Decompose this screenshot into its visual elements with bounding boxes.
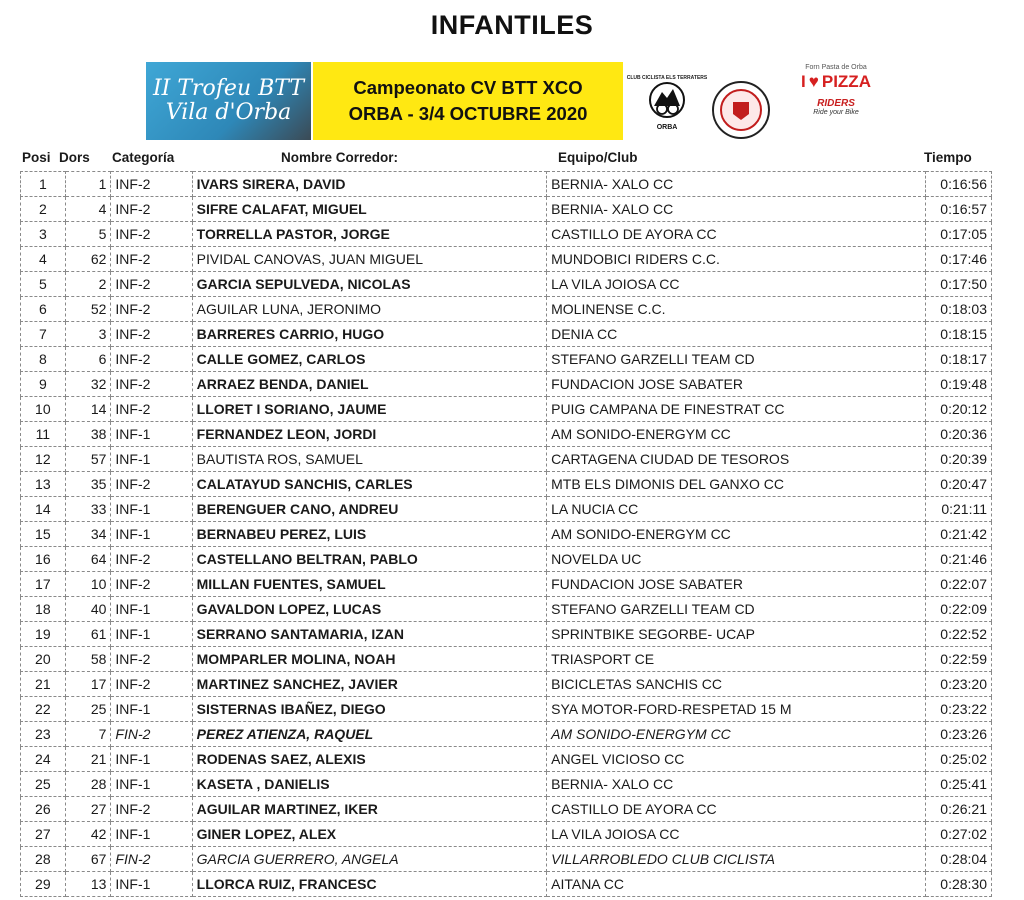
cell-club: LA NUCIA CC xyxy=(547,497,926,522)
header-time: Tiempo xyxy=(924,150,972,165)
cell-bib: 7 xyxy=(65,722,111,747)
pizza-logo xyxy=(786,72,886,92)
cell-rider-name: FERNANDEZ LEON, JORDI xyxy=(192,422,546,447)
cell-club: SPRINTBIKE SEGORBE- UCAP xyxy=(547,622,926,647)
cell-time: 0:21:11 xyxy=(925,497,991,522)
cell-position: 13 xyxy=(21,472,66,497)
cell-rider-name: SIFRE CALAFAT, MIGUEL xyxy=(192,197,546,222)
cell-time: 0:18:17 xyxy=(925,347,991,372)
cell-bib: 13 xyxy=(65,872,111,897)
cell-position: 23 xyxy=(21,722,66,747)
cell-category: INF-1 xyxy=(111,522,192,547)
cell-position: 15 xyxy=(21,522,66,547)
cell-bib: 67 xyxy=(65,847,111,872)
cell-time: 0:28:30 xyxy=(925,872,991,897)
cell-bib: 3 xyxy=(65,322,111,347)
cell-category: INF-1 xyxy=(111,772,192,797)
cell-position: 1 xyxy=(21,172,66,197)
cell-club: CASTILLO DE AYORA CC xyxy=(547,797,926,822)
cell-time: 0:28:04 xyxy=(925,847,991,872)
cell-time: 0:19:48 xyxy=(925,372,991,397)
cell-category: INF-2 xyxy=(111,272,192,297)
cell-bib: 27 xyxy=(65,797,111,822)
cell-club: AM SONIDO-ENERGYM CC xyxy=(547,422,926,447)
trofeu-logo xyxy=(146,62,311,140)
cell-position: 16 xyxy=(21,547,66,572)
bike-sponsor-tagline: Ride your Bike xyxy=(813,109,859,116)
table-row xyxy=(21,497,992,522)
trofeu-line1: II Trofeu BTT xyxy=(152,76,305,101)
cell-time: 0:25:02 xyxy=(925,747,991,772)
cell-bib: 6 xyxy=(65,347,111,372)
cell-rider-name: MOMPARLER MOLINA, NOAH xyxy=(192,647,546,672)
cell-rider-name: LLORET I SORIANO, JAUME xyxy=(192,397,546,422)
cell-rider-name: BERENGUER CANO, ANDREU xyxy=(192,497,546,522)
cell-position: 7 xyxy=(21,322,66,347)
cell-rider-name: PIVIDAL CANOVAS, JUAN MIGUEL xyxy=(192,247,546,272)
cell-club: FUNDACION JOSE SABATER xyxy=(547,572,926,597)
cell-position: 5 xyxy=(21,272,66,297)
cell-bib: 61 xyxy=(65,622,111,647)
cell-position: 19 xyxy=(21,622,66,647)
cell-category: INF-2 xyxy=(111,397,192,422)
table-header xyxy=(0,150,1024,168)
table-row xyxy=(21,397,992,422)
cell-club: FUNDACION JOSE SABATER xyxy=(547,372,926,397)
cell-bib: 5 xyxy=(65,222,111,247)
cell-category: INF-1 xyxy=(111,697,192,722)
cell-category: INF-1 xyxy=(111,447,192,472)
cell-category: INF-1 xyxy=(111,422,192,447)
cell-bib: 25 xyxy=(65,697,111,722)
cell-category: INF-1 xyxy=(111,747,192,772)
cell-time: 0:17:05 xyxy=(925,222,991,247)
club-logo-text: CLUB CICLISTA ELS TERRATERS xyxy=(626,75,708,81)
cell-bib: 64 xyxy=(65,547,111,572)
cell-position: 24 xyxy=(21,747,66,772)
cell-category: INF-1 xyxy=(111,497,192,522)
cell-category: INF-2 xyxy=(111,222,192,247)
cell-club: LA VILA JOIOSA CC xyxy=(547,822,926,847)
header-club: Equipo/Club xyxy=(558,150,638,165)
cell-time: 0:20:47 xyxy=(925,472,991,497)
cell-rider-name: CALLE GOMEZ, CARLOS xyxy=(192,347,546,372)
cell-bib: 4 xyxy=(65,197,111,222)
cell-position: 27 xyxy=(21,822,66,847)
cell-category: INF-1 xyxy=(111,622,192,647)
cell-club: AITANA CC xyxy=(547,872,926,897)
cell-category: INF-2 xyxy=(111,172,192,197)
cell-position: 2 xyxy=(21,197,66,222)
cell-category: INF-2 xyxy=(111,372,192,397)
table-row xyxy=(21,647,992,672)
cell-club: CASTILLO DE AYORA CC xyxy=(547,222,926,247)
cell-rider-name: CASTELLANO BELTRAN, PABLO xyxy=(192,547,546,572)
cell-time: 0:16:57 xyxy=(925,197,991,222)
cell-time: 0:23:26 xyxy=(925,722,991,747)
table-row xyxy=(21,722,992,747)
cell-bib: 40 xyxy=(65,597,111,622)
page-title: INFANTILES xyxy=(430,10,594,40)
cell-position: 25 xyxy=(21,772,66,797)
table-row xyxy=(21,872,992,897)
cell-club: PUIG CAMPANA DE FINESTRAT CC xyxy=(547,397,926,422)
cell-category: INF-2 xyxy=(111,322,192,347)
cell-bib: 57 xyxy=(65,447,111,472)
cell-rider-name: GARCIA GUERRERO, ANGELA xyxy=(192,847,546,872)
cell-category: INF-2 xyxy=(111,297,192,322)
bike-sponsor-logo: RIDERS xyxy=(817,98,855,109)
club-logo-sub: ORBA xyxy=(656,124,678,131)
cell-position: 12 xyxy=(21,447,66,472)
cell-time: 0:27:02 xyxy=(925,822,991,847)
cell-position: 14 xyxy=(21,497,66,522)
cell-club: MTB ELS DIMONIS DEL GANXO CC xyxy=(547,472,926,497)
cell-category: INF-2 xyxy=(111,572,192,597)
table-row xyxy=(21,822,992,847)
header-dors: Dors xyxy=(59,150,90,165)
header-pos: Posi xyxy=(22,150,51,165)
cell-bib: 35 xyxy=(65,472,111,497)
cell-time: 0:25:41 xyxy=(925,772,991,797)
cell-position: 10 xyxy=(21,397,66,422)
table-row xyxy=(21,747,992,772)
cell-club: CARTAGENA CIUDAD DE TESOROS xyxy=(547,447,926,472)
cell-time: 0:18:15 xyxy=(925,322,991,347)
cell-position: 4 xyxy=(21,247,66,272)
cell-category: INF-1 xyxy=(111,872,192,897)
cell-time: 0:26:21 xyxy=(925,797,991,822)
cell-rider-name: TORRELLA PASTOR, JORGE xyxy=(192,222,546,247)
table-row xyxy=(21,372,992,397)
cell-rider-name: LLORCA RUIZ, FRANCESC xyxy=(192,872,546,897)
cell-bib: 14 xyxy=(65,397,111,422)
cell-rider-name: AGUILAR MARTINEZ, IKER xyxy=(192,797,546,822)
cell-category: INF-2 xyxy=(111,247,192,272)
event-banner xyxy=(146,62,623,140)
cell-position: 3 xyxy=(21,222,66,247)
town-crest-logo xyxy=(711,80,771,140)
cell-club: VILLARROBLEDO CLUB CICLISTA xyxy=(547,847,926,872)
table-row xyxy=(21,422,992,447)
cell-time: 0:20:39 xyxy=(925,447,991,472)
table-row xyxy=(21,772,992,797)
cell-rider-name: BARRERES CARRIO, HUGO xyxy=(192,322,546,347)
cell-category: FIN-2 xyxy=(111,722,192,747)
pizza-top-text: Forn Pasta de Orba xyxy=(805,64,867,71)
cell-club: NOVELDA UC xyxy=(547,547,926,572)
cell-time: 0:17:50 xyxy=(925,272,991,297)
table-row xyxy=(21,547,992,572)
cell-bib: 10 xyxy=(65,572,111,597)
championship-date: ORBA - 3/4 OCTUBRE 2020 xyxy=(348,103,588,124)
cell-bib: 58 xyxy=(65,647,111,672)
cell-time: 0:17:46 xyxy=(925,247,991,272)
cell-rider-name: GARCIA SEPULVEDA, NICOLAS xyxy=(192,272,546,297)
cell-club: AM SONIDO-ENERGYM CC xyxy=(547,522,926,547)
pizza-word: PIZZA xyxy=(821,72,871,91)
cell-category: INF-2 xyxy=(111,547,192,572)
cell-club: BICICLETAS SANCHIS CC xyxy=(547,672,926,697)
cell-position: 26 xyxy=(21,797,66,822)
cell-club: STEFANO GARZELLI TEAM CD xyxy=(547,597,926,622)
header-category: Categoría xyxy=(112,150,175,165)
cell-club: MOLINENSE C.C. xyxy=(547,297,926,322)
cell-category: INF-1 xyxy=(111,822,192,847)
cell-time: 0:20:12 xyxy=(925,397,991,422)
cell-bib: 34 xyxy=(65,522,111,547)
header-name: Nombre Corredor: xyxy=(281,150,399,165)
table-row xyxy=(21,697,992,722)
cell-category: FIN-2 xyxy=(111,847,192,872)
cell-bib: 38 xyxy=(65,422,111,447)
cell-category: INF-2 xyxy=(111,647,192,672)
cell-time: 0:22:07 xyxy=(925,572,991,597)
sponsor-logos xyxy=(786,64,886,142)
cell-rider-name: GAVALDON LOPEZ, LUCAS xyxy=(192,597,546,622)
cell-club: AM SONIDO-ENERGYM CC xyxy=(547,722,926,747)
table-row xyxy=(21,572,992,597)
cell-club: LA VILA JOIOSA CC xyxy=(547,272,926,297)
cell-rider-name: SISTERNAS IBAÑEZ, DIEGO xyxy=(192,697,546,722)
cell-rider-name: AGUILAR LUNA, JERONIMO xyxy=(192,297,546,322)
cell-position: 6 xyxy=(21,297,66,322)
cell-club: STEFANO GARZELLI TEAM CD xyxy=(547,347,926,372)
cell-bib: 28 xyxy=(65,772,111,797)
cell-bib: 33 xyxy=(65,497,111,522)
cell-bib: 32 xyxy=(65,372,111,397)
cell-position: 22 xyxy=(21,697,66,722)
cell-category: INF-2 xyxy=(111,472,192,497)
cell-club: DENIA CC xyxy=(547,322,926,347)
table-row xyxy=(21,247,992,272)
cell-club: BERNIA- XALO CC xyxy=(547,172,926,197)
cell-position: 29 xyxy=(21,872,66,897)
cell-position: 11 xyxy=(21,422,66,447)
table-row xyxy=(21,222,992,247)
cell-rider-name: RODENAS SAEZ, ALEXIS xyxy=(192,747,546,772)
cell-time: 0:20:36 xyxy=(925,422,991,447)
table-row xyxy=(21,622,992,647)
cell-bib: 1 xyxy=(65,172,111,197)
cell-rider-name: BERNABEU PEREZ, LUIS xyxy=(192,522,546,547)
championship-banner xyxy=(313,62,623,140)
table-row xyxy=(21,272,992,297)
table-row xyxy=(21,322,992,347)
results-table xyxy=(20,171,992,897)
cell-bib: 62 xyxy=(65,247,111,272)
cell-rider-name: MILLAN FUENTES, SAMUEL xyxy=(192,572,546,597)
trofeu-line2: Vila d'Orba xyxy=(165,100,292,125)
pizza-i: I xyxy=(801,72,806,91)
table-row xyxy=(21,672,992,697)
cell-category: INF-2 xyxy=(111,797,192,822)
cell-position: 18 xyxy=(21,597,66,622)
cell-position: 28 xyxy=(21,847,66,872)
cell-category: INF-2 xyxy=(111,672,192,697)
table-row xyxy=(21,197,992,222)
cell-club: BERNIA- XALO CC xyxy=(547,772,926,797)
cell-position: 20 xyxy=(21,647,66,672)
cell-category: INF-1 xyxy=(111,597,192,622)
cell-club: BERNIA- XALO CC xyxy=(547,197,926,222)
table-row xyxy=(21,797,992,822)
cell-time: 0:22:52 xyxy=(925,622,991,647)
cell-club: MUNDOBICI RIDERS C.C. xyxy=(547,247,926,272)
cell-time: 0:18:03 xyxy=(925,297,991,322)
cell-time: 0:23:22 xyxy=(925,697,991,722)
cell-bib: 42 xyxy=(65,822,111,847)
cell-club: SYA MOTOR-FORD-RESPETAD 15 M xyxy=(547,697,926,722)
table-row xyxy=(21,472,992,497)
table-row xyxy=(21,522,992,547)
cell-time: 0:22:09 xyxy=(925,597,991,622)
cyclist-club-logo xyxy=(626,72,708,132)
championship-title: Campeonato CV BTT XCO xyxy=(353,77,583,98)
cell-time: 0:21:46 xyxy=(925,547,991,572)
cell-rider-name: GINER LOPEZ, ALEX xyxy=(192,822,546,847)
cell-category: INF-2 xyxy=(111,347,192,372)
cell-time: 0:21:42 xyxy=(925,522,991,547)
cell-position: 9 xyxy=(21,372,66,397)
cell-position: 21 xyxy=(21,672,66,697)
cell-rider-name: KASETA , DANIELIS xyxy=(192,772,546,797)
cell-bib: 52 xyxy=(65,297,111,322)
cell-rider-name: PEREZ ATIENZA, RAQUEL xyxy=(192,722,546,747)
table-row xyxy=(21,297,992,322)
cell-rider-name: BAUTISTA ROS, SAMUEL xyxy=(192,447,546,472)
cell-time: 0:22:59 xyxy=(925,647,991,672)
cell-club: ANGEL VICIOSO CC xyxy=(547,747,926,772)
cell-bib: 2 xyxy=(65,272,111,297)
heart-icon: ♥ xyxy=(808,72,819,91)
cell-rider-name: ARRAEZ BENDA, DANIEL xyxy=(192,372,546,397)
cell-rider-name: SERRANO SANTAMARIA, IZAN xyxy=(192,622,546,647)
cell-category: INF-2 xyxy=(111,197,192,222)
cell-rider-name: MARTINEZ SANCHEZ, JAVIER xyxy=(192,672,546,697)
cell-position: 8 xyxy=(21,347,66,372)
table-row xyxy=(21,172,992,197)
table-row xyxy=(21,597,992,622)
table-row xyxy=(21,847,992,872)
table-row xyxy=(21,347,992,372)
cell-rider-name: CALATAYUD SANCHIS, CARLES xyxy=(192,472,546,497)
cell-rider-name: IVARS SIRERA, DAVID xyxy=(192,172,546,197)
cell-club: TRIASPORT CE xyxy=(547,647,926,672)
cell-bib: 17 xyxy=(65,672,111,697)
cell-position: 17 xyxy=(21,572,66,597)
cell-time: 0:16:56 xyxy=(925,172,991,197)
table-row xyxy=(21,447,992,472)
cell-time: 0:23:20 xyxy=(925,672,991,697)
cell-bib: 21 xyxy=(65,747,111,772)
